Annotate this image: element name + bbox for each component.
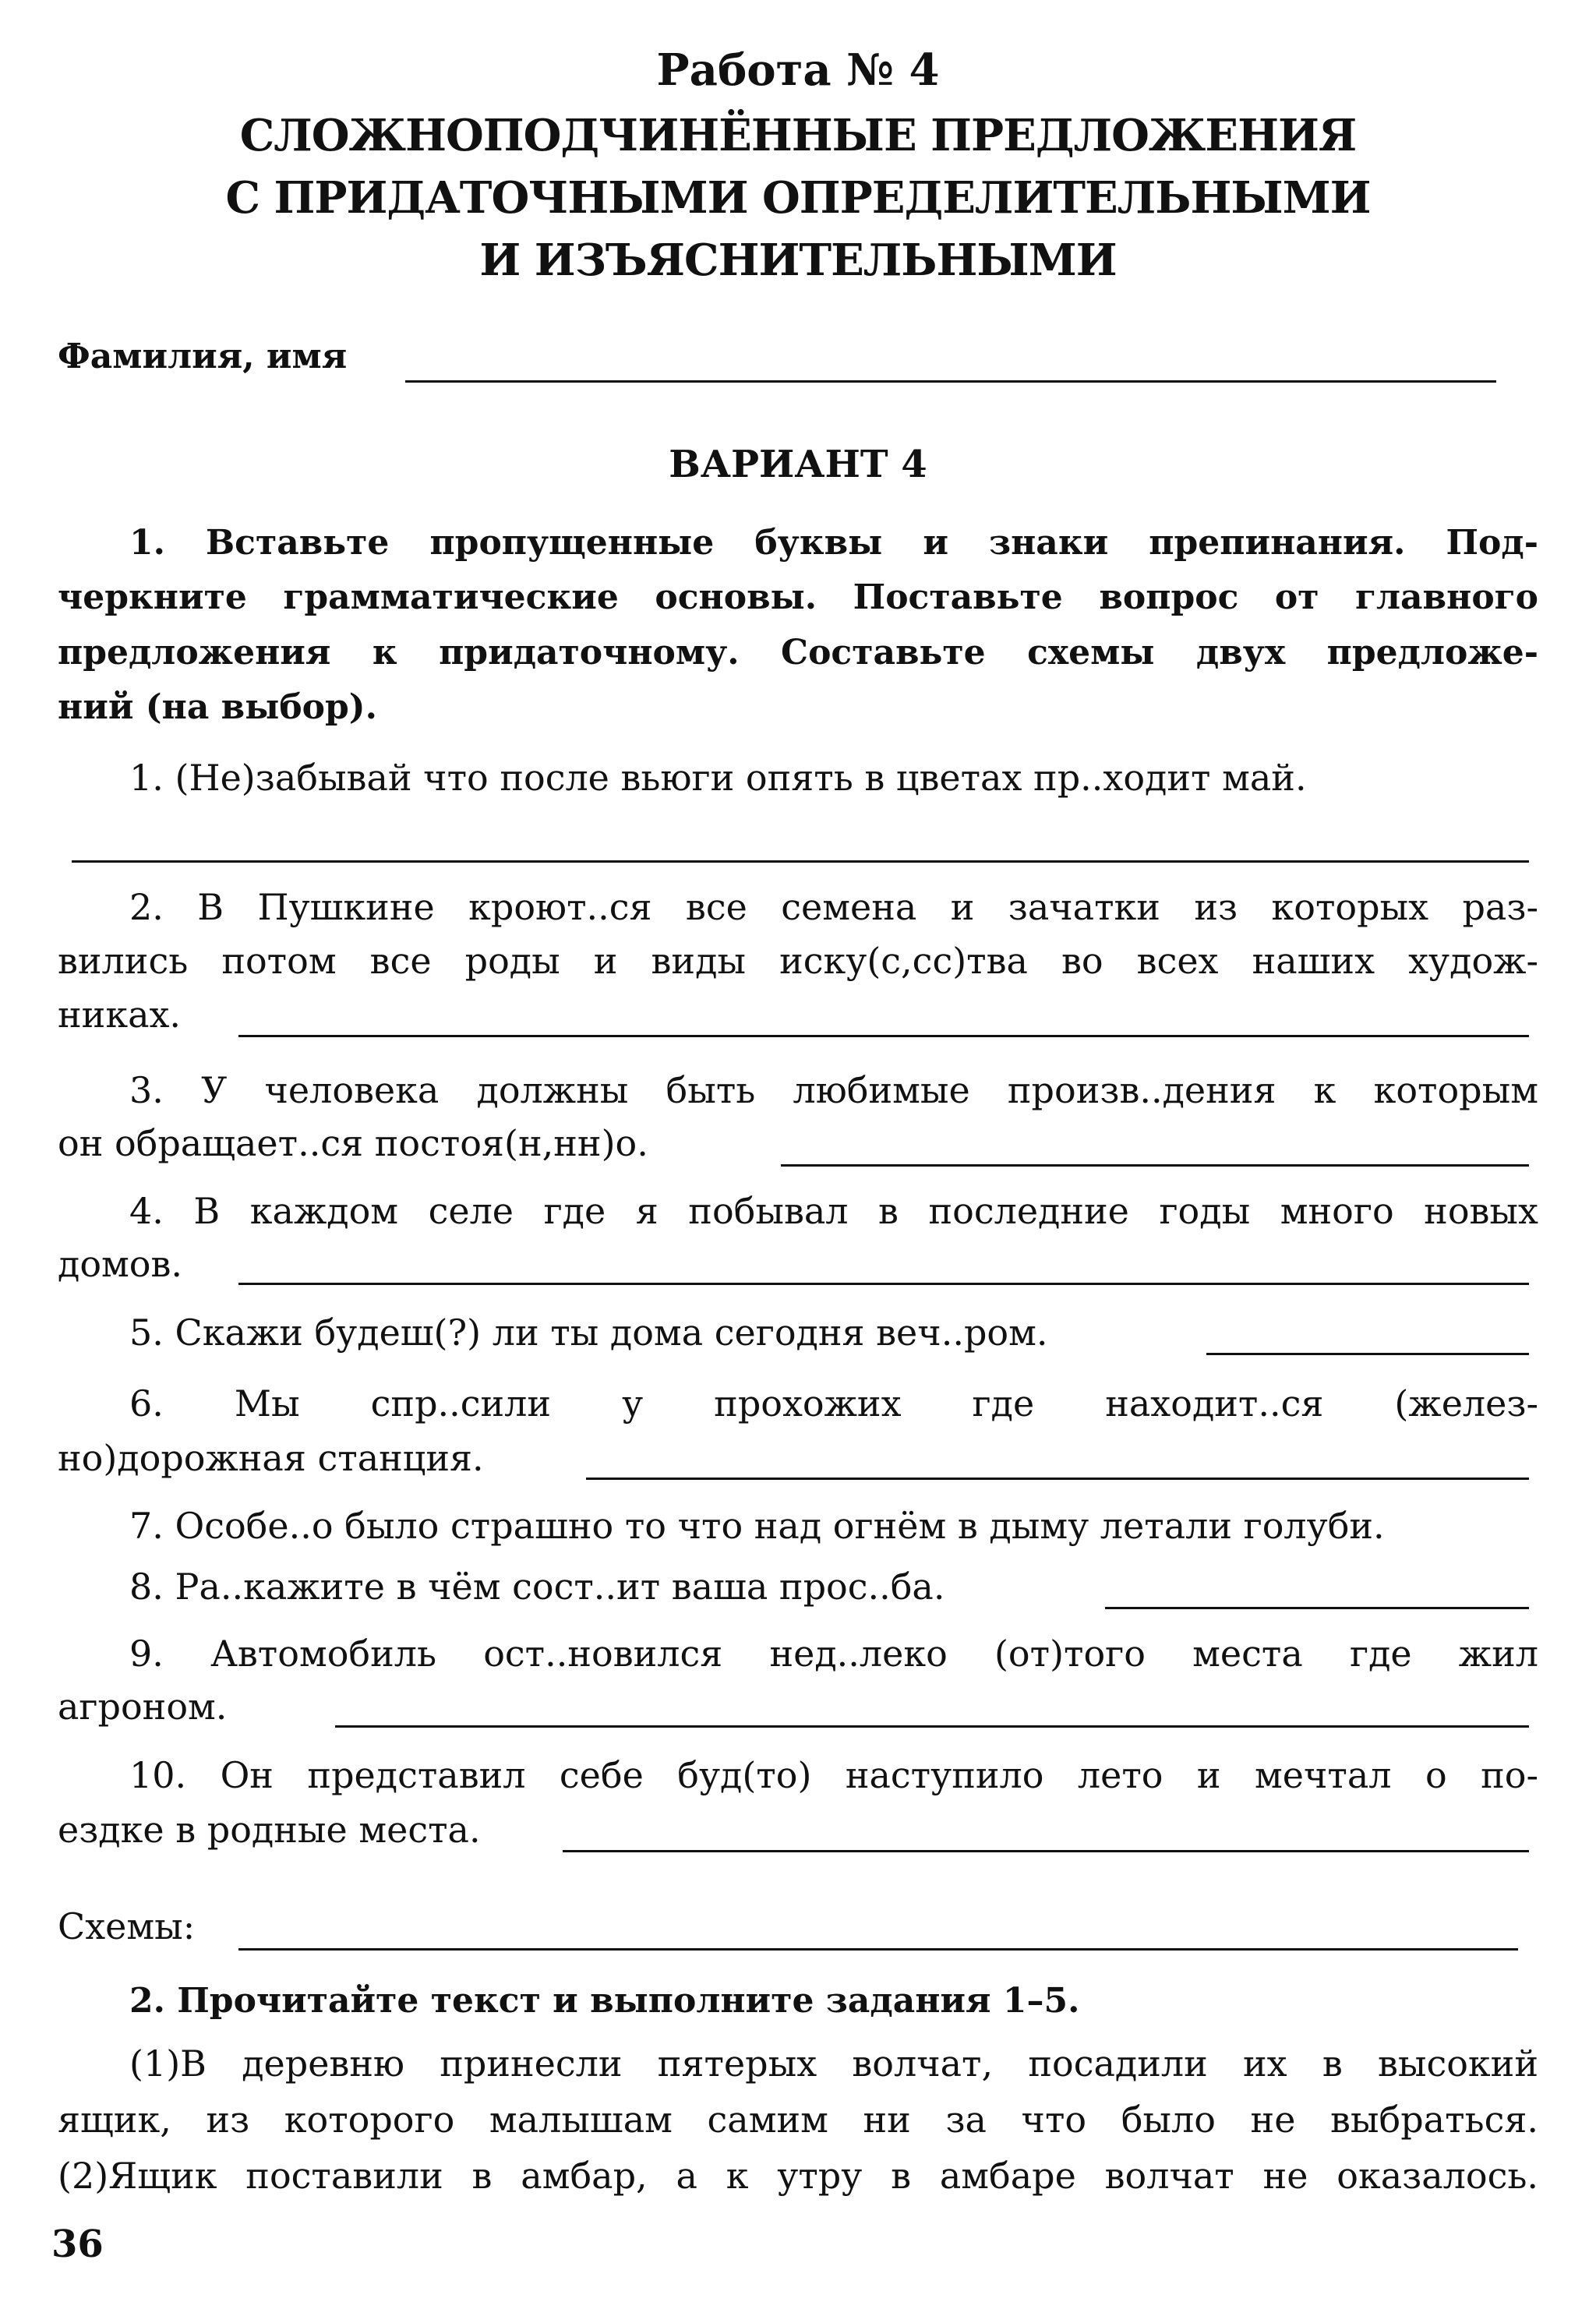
task2-text-line-1: (1)В деревню принесли пятерых волчат, посадили их в высокий (129, 2042, 1538, 2085)
task2-text-line-3: (2)Ящик поставили в амбар, а к утру в амбаре волчат не оказалось. (58, 2155, 1538, 2197)
sentence-3-line-2: он обращает..ся постоя(н,нн)о. (58, 1122, 648, 1164)
sentence-3-answer-line[interactable] (781, 1164, 1529, 1167)
sentence-8-answer-line[interactable] (1105, 1607, 1529, 1609)
page-number: 36 (51, 2222, 104, 2266)
sentence-5-line-1: 5. Скажи будеш(?) ли ты дома сегодня веч..ром. (129, 1312, 1048, 1354)
sentence-3-line-1: 3. У человека должны быть любимые произв..дения к которым (129, 1069, 1538, 1111)
task1-instruction-line-3: предложения к придаточному. Составьте схемы двух предложе- (58, 633, 1538, 673)
sentence-6-answer-line[interactable] (586, 1478, 1529, 1480)
sentence-9-answer-line[interactable] (335, 1725, 1529, 1728)
sentence-10-line-2: ездке в родные места. (58, 1809, 481, 1851)
sentence-1-answer-line[interactable] (72, 860, 1529, 863)
topic-line-1: СЛОЖНОПОДЧИНЁННЫЕ ПРЕДЛОЖЕНИЯ (239, 110, 1357, 161)
variant-heading: ВАРИАНТ 4 (669, 443, 927, 486)
sentence-2-line-1: 2. В Пушкине кроют..ся все семена и зачатки из которых раз- (129, 886, 1538, 928)
sentence-8-line-1: 8. Ра..кажите в чём сост..ит ваша прос..ба. (129, 1566, 945, 1608)
sentence-9-line-1: 9. Автомобиль ост..новился нед..леко (от)того места где жил (129, 1633, 1538, 1675)
task1-instruction-line-1: 1. Вставьте пропущенные буквы и знаки препинания. Под- (129, 523, 1538, 563)
sentence-2-line-3: никах. (58, 994, 182, 1036)
sentence-4-answer-line[interactable] (238, 1283, 1529, 1285)
sentence-4-line-2: домов. (58, 1243, 183, 1285)
sentence-2-line-2: вились потом все роды и виды иску(с,сс)тва во всех наших худож- (58, 940, 1538, 982)
name-field-line[interactable] (405, 380, 1496, 383)
name-field-label: Фамилия, имя (58, 337, 348, 376)
schemes-label: Схемы: (58, 1905, 196, 1947)
task1-instruction-line-2: черкните грамматические основы. Поставьте вопрос от главного (58, 577, 1538, 617)
task1-instruction-line-4: ний (на выбор). (58, 687, 377, 727)
work-title: Работа № 4 (656, 44, 940, 96)
task2-text-line-2: ящик, из которого малышам самим ни за что было не выбраться. (58, 2099, 1538, 2141)
sentence-9-line-2: агроном. (58, 1686, 228, 1728)
topic-line-3: И ИЗЪЯСНИТЕЛЬНЫМИ (479, 235, 1117, 286)
sentence-10-line-1: 10. Он представил себе буд(то) наступило лето и мечтал о по- (129, 1754, 1538, 1796)
sentence-1-line-1: 1. (Не)забывай что после вьюги опять в цветах пр..ходит май. (129, 757, 1307, 799)
sentence-6-line-2: но)дорожная станция. (58, 1437, 484, 1479)
schemes-answer-line[interactable] (238, 1948, 1518, 1951)
topic-line-2: С ПРИДАТОЧНЫМИ ОПРЕДЕЛИТЕЛЬНЫМИ (225, 172, 1371, 224)
sentence-6-line-1: 6. Мы спр..сили у прохожих где находит..ся (желез- (129, 1382, 1538, 1425)
sentence-10-answer-line[interactable] (563, 1850, 1529, 1852)
sentence-5-answer-line[interactable] (1206, 1353, 1529, 1355)
sentence-4-line-1: 4. В каждом селе где я побывал в последние годы много новых (129, 1190, 1538, 1232)
task2-instruction: 2. Прочитайте текст и выполните задания 1–5. (129, 1981, 1080, 2021)
sentence-7-line-1: 7. Особе..о было страшно то что над огнём в дыму летали голуби. (129, 1505, 1385, 1547)
sentence-2-answer-line[interactable] (238, 1035, 1529, 1037)
